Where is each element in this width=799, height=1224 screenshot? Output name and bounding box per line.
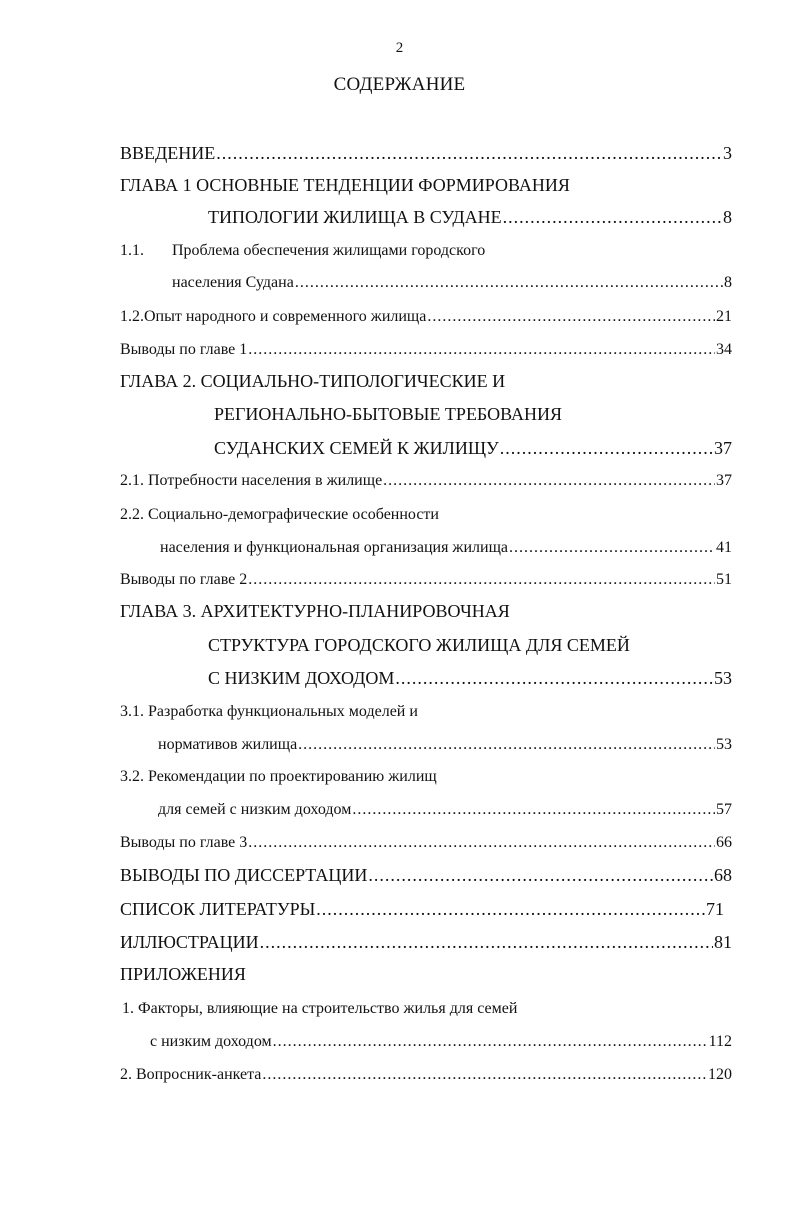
toc-section-3-2-entry	[158, 797, 732, 823]
toc-entry-text: ВЫВОДЫ ПО ДИССЕРТАЦИИ	[120, 865, 368, 885]
leader-dots	[316, 896, 705, 922]
toc-entry-text: ГЛАВА 1 ОСНОВНЫЕ ТЕНДЕНЦИИ ФОРМИРОВАНИЯ	[120, 175, 570, 195]
toc-appendix-1-entry	[150, 1029, 732, 1055]
leader-dots	[503, 204, 722, 230]
leader-dots	[295, 270, 723, 296]
toc-entry-appendices	[120, 961, 246, 987]
leader-dots	[248, 830, 715, 856]
toc-section-2-2-heading	[120, 502, 439, 528]
toc-entry-text: для семей с низким доходом	[158, 801, 352, 818]
toc-page-number: 21	[716, 308, 732, 325]
leader-dots	[509, 535, 715, 561]
toc-page-number: 34	[716, 341, 732, 358]
page-title: СОДЕРЖАНИЕ	[333, 74, 466, 95]
leader-dots	[395, 665, 713, 691]
leader-dots	[248, 567, 715, 593]
toc-page-number: 8	[724, 274, 732, 291]
toc-entry-text: ГЛАВА 2. СОЦИАЛЬНО-ТИПОЛОГИЧЕСКИЕ И	[120, 371, 506, 391]
toc-appendix-1-heading	[122, 996, 517, 1022]
toc-section-1-1-entry	[172, 270, 732, 296]
toc-section-1-2	[120, 304, 732, 330]
toc-section-3-1-heading	[120, 699, 418, 725]
toc-entry-text: с низким доходом	[150, 1033, 272, 1050]
toc-entry-literature	[120, 896, 724, 922]
toc-page-number: 81	[714, 932, 732, 952]
toc-page-number: 37	[714, 438, 732, 458]
toc-entry-text: СПИСОК ЛИТЕРАТУРЫ	[120, 899, 316, 919]
toc-entry-text: 2. Вопросник-анкета	[120, 1066, 262, 1083]
toc-section-2-1	[120, 468, 732, 494]
toc-entry-text: Опыт народного и современного жилища	[144, 308, 427, 325]
toc-entry-intro	[120, 140, 732, 166]
toc-entry-text: Выводы по главе 3	[120, 834, 248, 851]
toc-page-number: 120	[708, 1066, 732, 1083]
toc-chapter-3-conclusions	[120, 830, 732, 856]
toc-chapter-3-heading-cont	[208, 632, 630, 658]
toc-page-number: 51	[716, 571, 732, 588]
toc-chapter-3-heading	[120, 598, 510, 624]
toc-entry-text: Выводы по главе 2	[120, 571, 248, 588]
toc-chapter-2-conclusions	[120, 567, 732, 593]
page-number: 2	[395, 40, 404, 56]
toc-page-number: 57	[716, 801, 732, 818]
toc-section-3-2-heading	[120, 764, 437, 790]
toc-section-number: 1.1.	[120, 242, 144, 259]
toc-entry-text: ВВЕДЕНИЕ	[120, 143, 216, 163]
toc-page-number: 71	[706, 899, 724, 919]
leader-dots	[216, 140, 722, 166]
toc-entry-conclusions	[120, 862, 732, 888]
toc-entry-text: РЕГИОНАЛЬНО-БЫТОВЫЕ ТРЕБОВАНИЯ	[214, 404, 563, 424]
toc-section-1-1-heading	[120, 238, 485, 264]
toc-page-number: 53	[714, 668, 732, 688]
toc-entry-text: 2.1. Потребности населения в жилище	[120, 472, 383, 489]
leader-dots	[383, 468, 715, 494]
toc-entry-text: 3.1. Разработка функциональных моделей и	[120, 703, 418, 720]
toc-entry-text: населения и функциональная организация жилища	[160, 539, 509, 556]
leader-dots	[273, 1029, 708, 1055]
toc-chapter-1-heading	[120, 172, 570, 198]
leader-dots	[260, 929, 713, 955]
toc-section-number: 1.2.	[120, 308, 144, 325]
toc-page-number: 37	[716, 472, 732, 489]
toc-chapter-3-entry	[208, 665, 732, 691]
toc-entry-text: 2.2. Социально-демографические особенности	[120, 506, 439, 523]
toc-entry-text: СТРУКТУРА ГОРОДСКОГО ЖИЛИЩА ДЛЯ СЕМЕЙ	[208, 635, 630, 655]
toc-entry-text: 3.2. Рекомендации по проектированию жилищ	[120, 768, 437, 785]
leader-dots	[248, 337, 715, 363]
toc-entry-text: ГЛАВА 3. АРХИТЕКТУРНО-ПЛАНИРОВОЧНАЯ	[120, 601, 510, 621]
toc-chapter-2-entry	[214, 435, 732, 461]
toc-appendix-2	[120, 1062, 732, 1088]
toc-page-number: 68	[714, 865, 732, 885]
toc-entry-text: нормативов жилища	[158, 736, 298, 753]
toc-entry-text: Выводы по главе 1	[120, 341, 248, 358]
toc-chapter-1-entry	[208, 204, 732, 230]
toc-page-number: 66	[716, 834, 732, 851]
leader-dots	[352, 797, 715, 823]
leader-dots	[262, 1062, 707, 1088]
toc-entry-illustrations	[120, 929, 732, 955]
leader-dots	[427, 304, 715, 330]
leader-dots	[500, 435, 713, 461]
leader-dots	[298, 732, 715, 758]
toc-entry-text: 1. Факторы, влияющие на строительство жилья для семей	[122, 1000, 518, 1017]
toc-entry-text: С НИЗКИМ ДОХОДОМ	[208, 668, 395, 688]
toc-page-number: 3	[723, 143, 732, 163]
toc-chapter-2-heading	[120, 368, 505, 394]
toc-entry-text: ИЛЛЮСТРАЦИИ	[120, 932, 259, 952]
leader-dots	[368, 862, 713, 888]
toc-section-3-1-entry	[158, 732, 732, 758]
toc-page-number: 53	[716, 736, 732, 753]
toc-page-number: 41	[716, 539, 732, 556]
toc-entry-text: ПРИЛОЖЕНИЯ	[120, 964, 246, 984]
toc-entry-text: СУДАНСКИХ СЕМЕЙ К ЖИЛИЩУ	[214, 438, 499, 458]
toc-entry-text: ТИПОЛОГИИ ЖИЛИЩА В СУДАНЕ	[208, 207, 502, 227]
toc-page-number: 8	[723, 207, 732, 227]
toc-page-number: 112	[708, 1033, 732, 1050]
toc-entry-text: Проблема обеспечения жилищами городского	[172, 242, 486, 259]
toc-section-2-2-entry	[160, 535, 732, 561]
toc-chapter-1-conclusions	[120, 337, 732, 363]
toc-entry-text: населения Судана	[172, 274, 294, 291]
toc-chapter-2-heading-cont	[214, 401, 562, 427]
